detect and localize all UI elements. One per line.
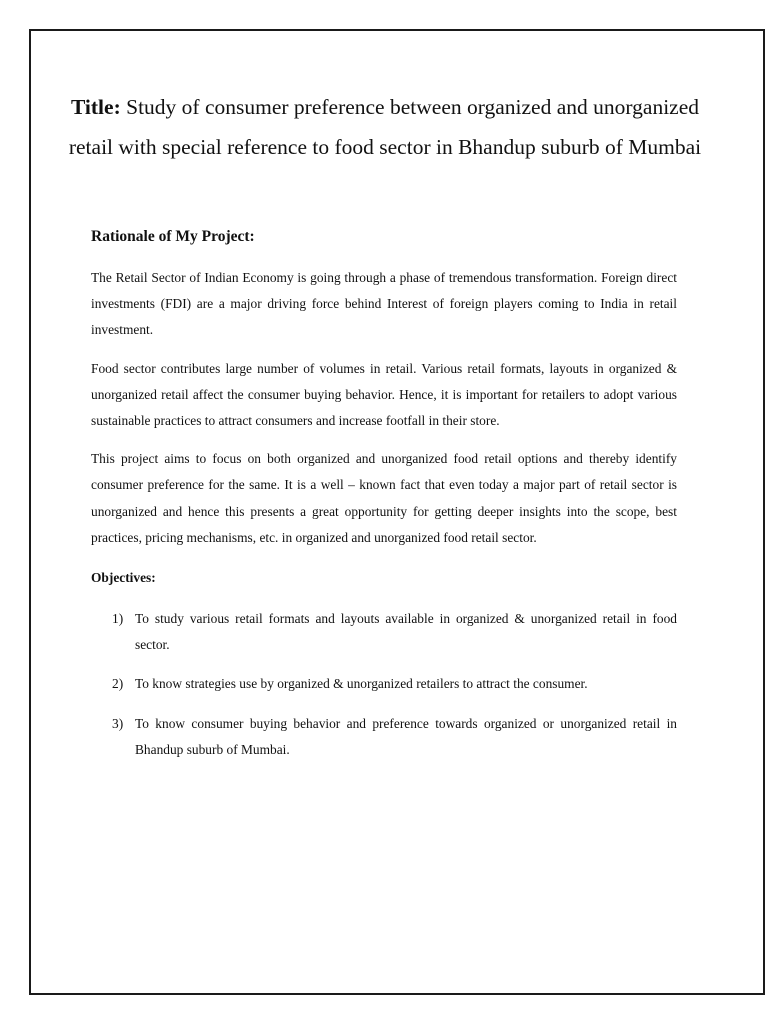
document-title — [60, 87, 710, 167]
objectives-heading: Objectives: — [91, 570, 156, 586]
objective-number: 1) — [112, 611, 124, 627]
objective-text: To know strategies use by organized & unorganized retailers to attract the consumer. — [135, 676, 588, 692]
objective-item — [91, 711, 677, 763]
rationale-paragraph: Food sector contributes large number of volumes in retail. Various retail formats, layouts in organized & unorganized retail affect the consumer buying behavior. Hence, it is important for retailers to adopt various sustainable practices to attract consumers and increase footfall in their store. — [91, 360, 677, 429]
objective-text: To study various retail formats and layouts available in organized & unorganized retail in food sector. — [135, 611, 677, 653]
objective-number: 2) — [112, 676, 124, 692]
objective-item — [91, 671, 677, 697]
objective-text: To know consumer buying behavior and preference towards organized or unorganized retail in Bhandup suburb of Mumbai. — [135, 715, 677, 757]
document-body — [91, 225, 677, 776]
objective-number: 3) — [112, 715, 124, 731]
rationale-paragraph: This project aims to focus on both organized and unorganized food retail options and thereby identify consumer preference for the same. It is a well – known fact that even today a major part of retail sector is unorganized and hence this presents a great opportunity for getting deeper insights into the scope, best practices, pricing mechanisms, etc. in organized and unorganized food retail sector. — [91, 451, 677, 545]
objectives-list — [91, 606, 677, 763]
title-text: Study of consumer preference between organized and unorganized retail with special reference to food sector in Bhandup suburb of Mumbai — [68, 95, 702, 159]
rationale-paragraph: The Retail Sector of Indian Economy is going through a phase of tremendous transformation. Foreign direct investments (FDI) are a major driving force behind Interest of foreign players coming to India in retail investment. — [91, 270, 677, 338]
rationale-heading: Rationale of My Project: — [91, 228, 255, 245]
objective-item — [91, 606, 677, 658]
title-label: Title: — [70, 95, 121, 119]
